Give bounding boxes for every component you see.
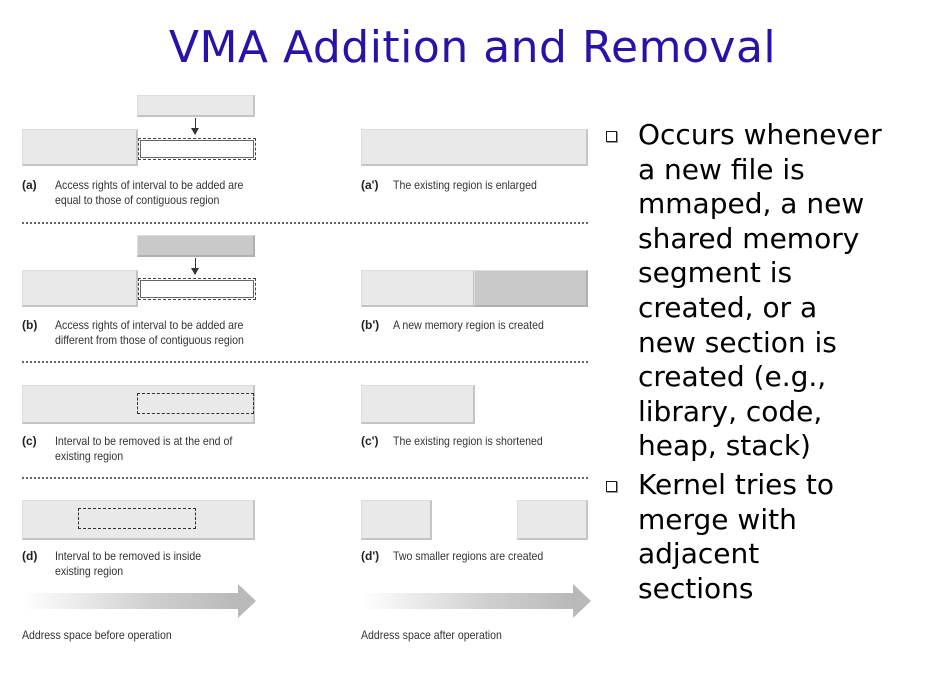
- caption-after: Address space after operation: [361, 628, 502, 642]
- enlarged-region-a-prime: [361, 129, 588, 166]
- address-space-before-arrow-icon: [22, 584, 256, 618]
- row-divider: [22, 222, 588, 224]
- label-b-prime: (b'): [361, 318, 380, 332]
- slide-title: VMA Addition and Removal: [168, 22, 777, 73]
- desc-d-line2: existing region: [55, 564, 124, 578]
- label-b: (b): [22, 318, 38, 332]
- desc-c-prime: The existing region is shortened: [393, 434, 543, 448]
- new-region-b-prime: [474, 270, 588, 307]
- existing-region-b-prime: [361, 270, 475, 307]
- desc-a-line1: Access rights of interval to be added are: [55, 178, 244, 192]
- square-bullet-icon: [606, 481, 617, 492]
- bullet-item: [606, 468, 916, 606]
- bullet-text: Kernel tries to merge with adjacent sections: [638, 467, 834, 605]
- desc-a-prime: The existing region is enlarged: [393, 178, 537, 192]
- label-d: (d): [22, 549, 38, 563]
- interval-to-remove-c: [137, 393, 254, 414]
- new-interval-b: [138, 278, 256, 300]
- bullet-text: Occurs whenever a new file is mmaped, a new shared memory segment is created, or a new section is created (e.g., library, code, heap, stack): [638, 118, 882, 463]
- smaller-region-right-d-prime: [517, 500, 588, 540]
- desc-b-prime: A new memory region is created: [393, 318, 544, 332]
- desc-d-prime: Two smaller regions are created: [393, 549, 544, 563]
- smaller-region-left-d-prime: [361, 500, 432, 540]
- desc-d-line1: Interval to be removed is inside: [55, 549, 202, 563]
- arrow-down-icon: [195, 118, 196, 134]
- address-space-after-arrow-icon: [361, 584, 591, 618]
- label-a: (a): [22, 178, 37, 192]
- bullet-item: [606, 118, 916, 464]
- desc-a-line2: equal to those of contiguous region: [55, 193, 220, 207]
- square-bullet-icon: [606, 131, 617, 142]
- existing-region-b: [22, 270, 138, 307]
- interval-to-add-b: [137, 235, 255, 257]
- caption-before: Address space before operation: [22, 628, 172, 642]
- row-divider: [22, 477, 588, 479]
- existing-region-a: [22, 129, 138, 166]
- desc-b-line2: different from those of contiguous region: [55, 333, 244, 347]
- interval-to-add-a: [137, 95, 255, 117]
- label-d-prime: (d'): [361, 549, 380, 563]
- desc-c-line2: existing region: [55, 449, 124, 463]
- row-divider: [22, 361, 588, 363]
- interval-to-remove-d: [78, 508, 196, 529]
- desc-c-line1: Interval to be removed is at the end of: [55, 434, 233, 448]
- label-c: (c): [22, 434, 37, 448]
- label-c-prime: (c'): [361, 434, 379, 448]
- shortened-region-c-prime: [361, 385, 475, 424]
- desc-b-line1: Access rights of interval to be added are: [55, 318, 244, 332]
- arrow-down-icon: [195, 258, 196, 274]
- label-a-prime: (a'): [361, 178, 379, 192]
- bullet-list: [606, 118, 916, 606]
- new-interval-a: [138, 138, 256, 160]
